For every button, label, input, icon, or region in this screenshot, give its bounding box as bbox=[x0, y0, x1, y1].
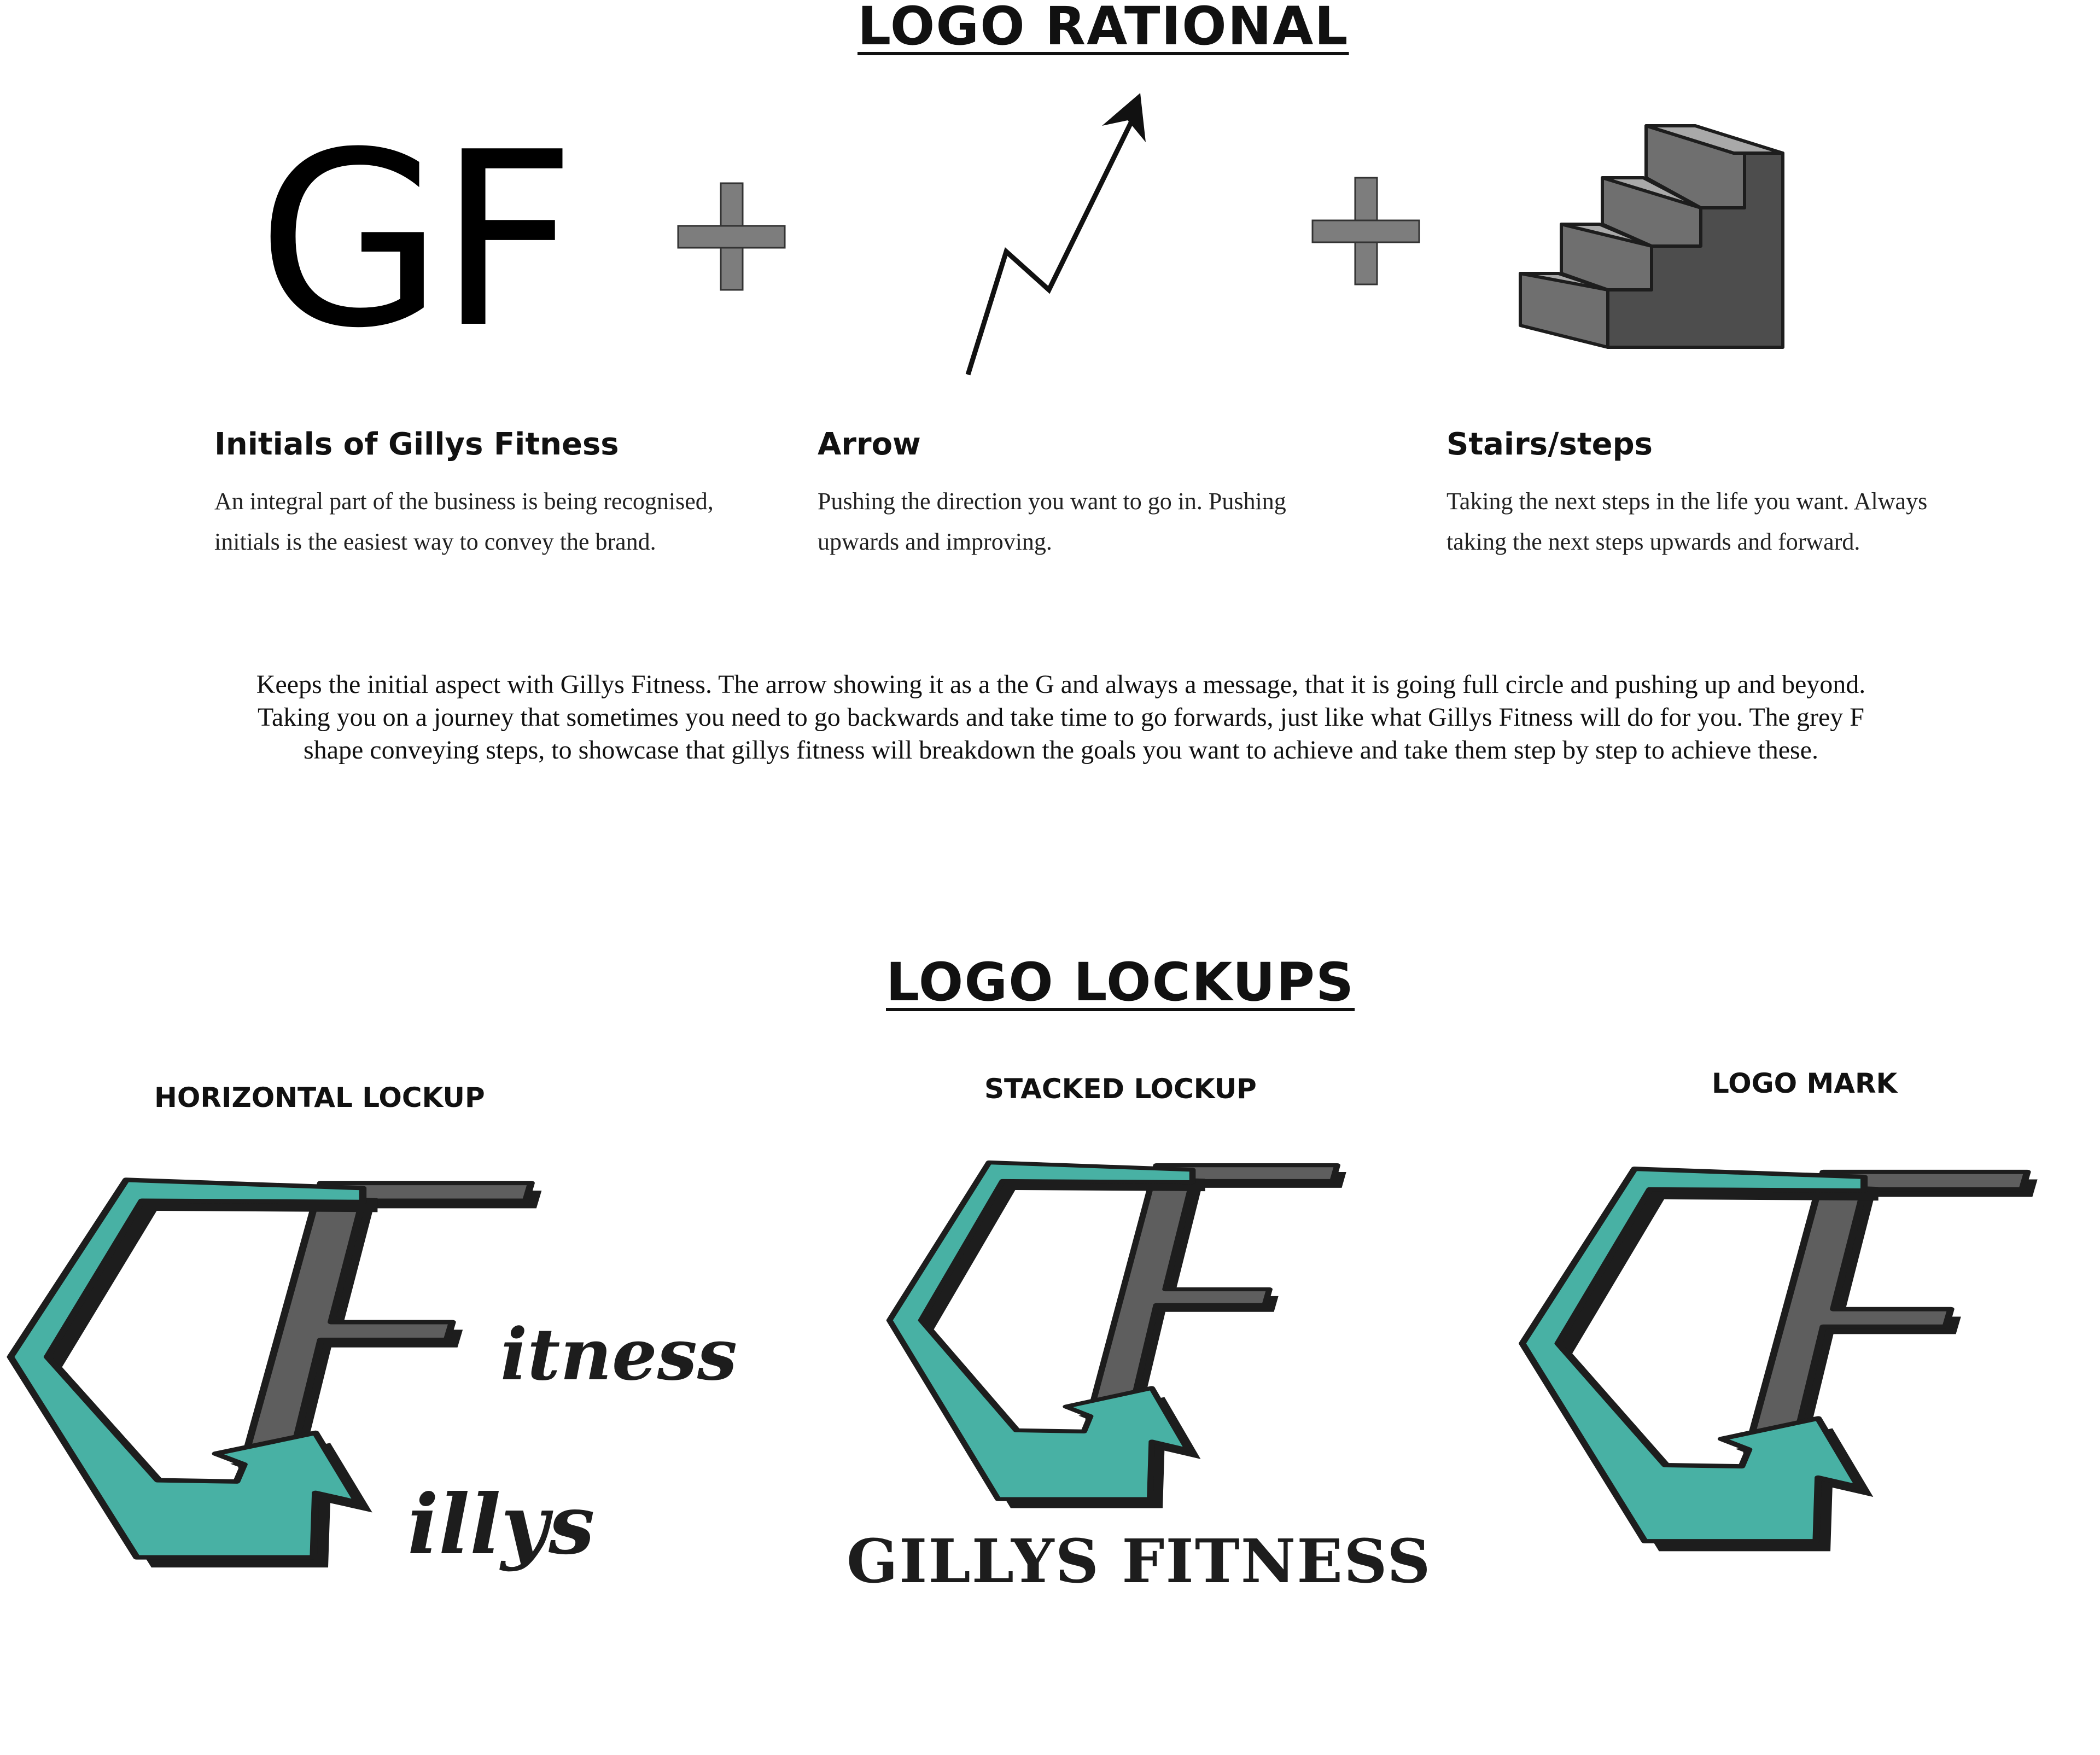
plus-icon bbox=[678, 183, 785, 290]
column-body-stairs: Taking the next steps in the life you want. Always taking the next steps upwards and forward. bbox=[1446, 488, 1928, 555]
zigzag-arrow-icon bbox=[952, 88, 1159, 383]
column-body-arrow: Pushing the direction you want to go in. Pushing upwards and improving. bbox=[818, 488, 1286, 555]
gf-initials: GF bbox=[257, 101, 571, 381]
plus-icon bbox=[1312, 178, 1419, 284]
column-heading-stairs: Stairs/steps bbox=[1446, 427, 1653, 462]
column-body-initials: An integral part of the business is being recognised, initials is the easiest way to convey the brand. bbox=[214, 488, 714, 555]
column-heading-arrow: Arrow bbox=[818, 427, 921, 462]
horizontal-lockup-label: HORIZONTAL LOCKUP bbox=[154, 1082, 485, 1113]
stacked-lockup-wordmark: GILLYS FITNESS bbox=[847, 1526, 1432, 1596]
horizontal-lockup-word-bottom: illys bbox=[407, 1477, 595, 1573]
horizontal-lockup-word-top: itness bbox=[500, 1313, 738, 1396]
rationale-title: LOGO RATIONAL bbox=[858, 0, 1349, 57]
stacked-lockup-label: STACKED LOCKUP bbox=[984, 1073, 1257, 1105]
logo-mark bbox=[1512, 1159, 2043, 1559]
stairs-icon bbox=[1520, 120, 1788, 355]
logo-mark-label: LOGO MARK bbox=[1712, 1068, 1898, 1099]
stacked-lockup-logo bbox=[880, 1154, 1351, 1515]
column-heading-initials: Initials of Gillys Fitness bbox=[214, 427, 619, 462]
lockups-title: LOGO LOCKUPS bbox=[886, 952, 1355, 1013]
rationale-summary: Keeps the initial aspect with Gillys Fitness. The arrow showing it as a the G and always a message, that it is going full circle and pushing up and beyond. Taking you on a journey that sometimes you need to go backwards and take time to go forwards, just like what Gillys Fitness will do for you. The grey F shape conveying steps, to showcase that gillys fitness will breakdown the goals you want to achieve and take them step by step to achieve these. bbox=[256, 670, 1866, 765]
